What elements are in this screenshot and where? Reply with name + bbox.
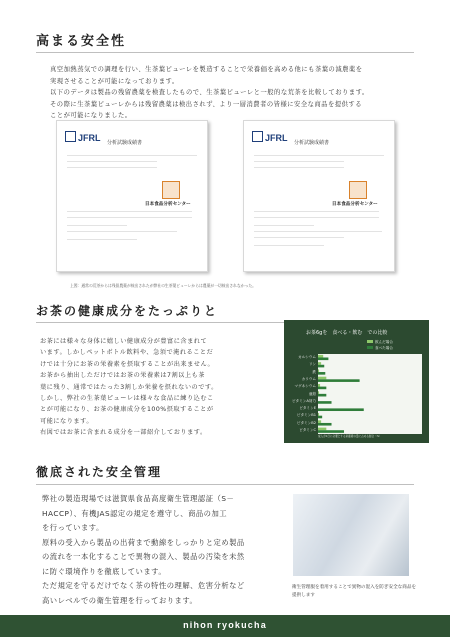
photo-caption: 衛生管理服を着用することで異物の混入を防ぎ安全な商品を提供します (292, 585, 417, 598)
chart-bar (318, 384, 320, 387)
section1-line: その際に生茶葉ピューレからは残留農薬は検出されず、より一層消費者の皆様に安全な商品を提供する (50, 100, 363, 108)
section1-line: ことが可能になりました。 (50, 112, 132, 120)
section1-line: 真空加熱蒸気での調理を行い、生茶葉ピューレを製造することで栄養価を高める他にも茶葉の減農薬を (50, 66, 363, 73)
chart-category-label: ビタミンE (299, 406, 316, 411)
section1-title: 高まる安全性 (36, 34, 127, 49)
section3-line: 原料の受入から製品の出荷まで動線をしっかりと定め製品 (42, 537, 245, 547)
chart-category-label: カリウム (301, 376, 316, 381)
chart-bar (318, 423, 332, 426)
certificate-org: 日本食品分析センター (332, 202, 378, 207)
chart-bar (318, 357, 328, 360)
jfrl-mark-icon (65, 131, 76, 142)
certificate-caption: 上図：通常の荒茶からは残留農薬が検出されたが弊社の生茶葉ピューレからは農薬が一切検出されなかった。 (70, 283, 256, 288)
chart-bar (318, 420, 321, 423)
chart-bar (318, 379, 360, 382)
factory-worker-photo (293, 494, 409, 576)
section3-line: ただ規定を守るだけでなく茶の特性の理解、危害分析など (42, 581, 245, 590)
section2-line: けでは十分にお茶の栄養素を摂取することが出来ません。 (40, 360, 215, 368)
chart-bar (318, 408, 364, 411)
footer-bar (0, 615, 450, 637)
section2-line: お茶には様々な身体に嬉しい健康成分が豊富に含まれて (40, 338, 208, 345)
chart-category-label: ビタミンC (299, 427, 316, 432)
chart-bar (318, 355, 323, 358)
section2-line: とが可能になり、お茶の健康成分を100%摂取することが (40, 406, 214, 414)
chart-bar (318, 372, 325, 375)
chart-plot-area (318, 354, 422, 434)
chart-bar (318, 391, 319, 394)
chart-bar (318, 365, 324, 368)
section3-line: に防ぐ環境作りを徹底しています。 (42, 566, 167, 576)
chart-bar (318, 416, 322, 419)
chart-title: お茶6gを 食べる・飲む での比較 (306, 330, 388, 336)
section3-divider (36, 484, 414, 485)
chart-bar (318, 387, 326, 390)
section3-title: 徹底された安全管理 (36, 465, 163, 479)
legend-item-eat: 食べた場合 (367, 345, 393, 351)
brand-name: nihon ryokucha (183, 620, 267, 630)
section3-line: 高いレベルでの衛生管理を行っております。 (42, 595, 198, 605)
chart-category-label: マグネシウム (294, 384, 316, 389)
section2-line: 右図ではお茶に含まれる成分を一部紹介しております。 (40, 429, 207, 437)
section2-line: しかし、弊社の生茶葉ピューレは様々な食品に練り込むこ (40, 395, 214, 403)
section2-body (40, 336, 280, 439)
certificate-seal (162, 181, 180, 199)
certificate-title: 分析試験成績書 (107, 140, 143, 146)
chart-category-label: 鉄 (312, 369, 316, 374)
certificate-title: 分析試験成績書 (294, 140, 330, 146)
chart-bar (318, 430, 344, 433)
analysis-certificate-2 (243, 120, 395, 272)
legend-swatch (367, 346, 373, 349)
section3-line: 弊社の製造現場では滋賀県食品高度衛生管理認証（S－ (42, 494, 235, 503)
legend-swatch (367, 340, 373, 343)
section3-line: を行っています。 (42, 523, 104, 532)
chart-category-label: ビタミンA効力 (291, 398, 316, 403)
chart-bar (318, 362, 321, 365)
section3-body (42, 492, 287, 608)
section2-line: お茶から抽出しただけではお茶の栄養素は7割以上も茶 (40, 372, 205, 380)
certificate-org: 日本食品分析センター (145, 202, 191, 207)
chart-category-label: リン (308, 362, 316, 367)
section2-line: います。しかしペットボトル飲料や、急須で淹れることだ (40, 349, 214, 357)
section3-line: HACCP）、有機JAS認定の規定を遵守し、商品の加工 (42, 508, 228, 518)
chart-category-label: カルシウム (298, 355, 316, 360)
certificate-seal (349, 181, 367, 199)
section3-line: の流れを一本化することで異物の混入、製品の汚染を未然 (42, 552, 245, 561)
section1-line: 以下のデータは製品の残留農薬を検査したもので、生茶葉ピューレと一般的な荒茶を比較しております。 (50, 89, 369, 97)
section2-line: 可能になります。 (40, 417, 94, 425)
jfrl-logo: JFRL (252, 131, 288, 143)
jfrl-mark-icon (252, 131, 263, 142)
chart-bar (318, 377, 326, 380)
legend-item-drink: 飲んだ場合 (367, 339, 393, 345)
jfrl-logo: JFRL (65, 131, 101, 143)
section1-divider (36, 52, 414, 53)
chart-category-label: 亜鉛 (308, 391, 316, 396)
chart-bar (318, 369, 319, 372)
section2-title: お茶の健康成分をたっぷりと (36, 304, 219, 318)
section2-line: 葉に残り、通常ではたった3割しか栄養を摂れないのです。 (40, 383, 218, 391)
chart-bar (318, 428, 326, 431)
chart-bar (318, 394, 326, 397)
analysis-certificate-1 (56, 120, 208, 272)
nutrient-comparison-chart (284, 320, 429, 443)
chart-category-label: ビタミンB2 (296, 420, 316, 425)
chart-category-label: ビタミンB1 (296, 413, 316, 418)
chart-legend (367, 339, 393, 351)
chart-bar (318, 413, 319, 416)
section1-body (50, 64, 420, 122)
section1-line: 実現させることが可能になっております。 (50, 77, 179, 85)
chart-axis-note: 成人が1日に必要とする栄養素の量に占める割合（%） (318, 435, 382, 438)
chart-bar (318, 401, 332, 404)
